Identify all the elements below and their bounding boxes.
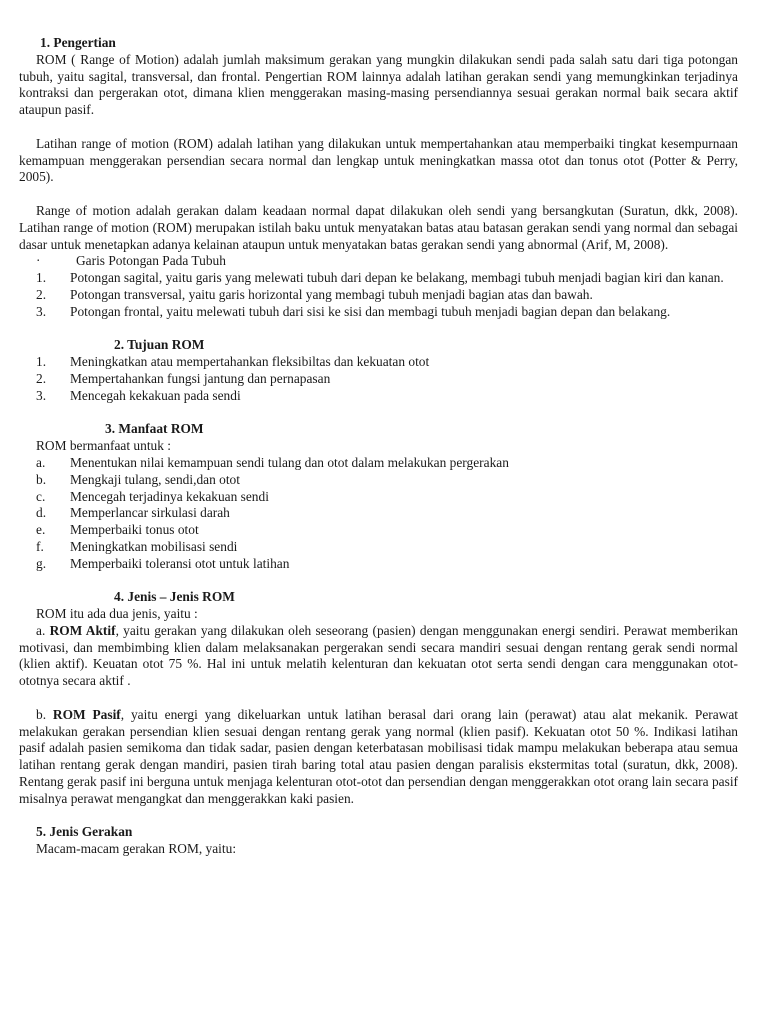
- list-text: Potongan frontal, yaitu melewati tubuh dari sisi ke sisi dan membagi tubuh menjadi bagian depan dan belakang.: [70, 303, 671, 319]
- list-marker: 2.: [36, 286, 47, 302]
- bullet-text: Garis Potongan Pada Tubuh: [76, 253, 226, 269]
- list-item: [19, 354, 738, 371]
- list-marker: 1.: [36, 354, 47, 370]
- list-item: [19, 388, 738, 405]
- paragraph-rom-pasif: [19, 707, 738, 808]
- term-rom-pasif: ROM Pasif: [52, 706, 121, 722]
- rom-pasif-text: , yaitu energi yang dikeluarkan untuk latihan berasal dari orang lain (perawat) atau alat mekanik. Perawat melakukan gerakan persendian klien sesuai dengan rentang gerak yang normal (klien pasif). Kekuatan otot 50 %. Indikasi latihan pasif adalah pasien semikoma dan tidak sadar, pasien dengan keterbatasan mobilisasi tidak mampu melakukan beberapa atau semua latihan rentang gerak dengan mandiri, pasien tirah baring total atau pasien dengan paralisis ekstermitas total (suratun, dkk, 2008). Rentang gerak pasif ini berguna untuk menjaga kelenturan otot-otot dan persendian dengan menggerakkan otot orang lain secara pasif misalnya perawat mengangkat dan menggerakkan kaki pasien.: [19, 706, 738, 806]
- list-text: Memperbaiki tonus otot: [70, 522, 199, 538]
- list-marker: b.: [36, 706, 47, 722]
- list-item: [19, 539, 738, 556]
- list-item: [19, 270, 738, 287]
- section-heading-jenis-rom: 4. Jenis – Jenis ROM: [114, 589, 235, 605]
- list-text: Menentukan nilai kemampuan sendi tulang dan otot dalam melakukan pergerakan: [70, 454, 509, 470]
- list-item: [19, 371, 738, 388]
- paragraph-pengertian-1: ROM ( Range of Motion) adalah jumlah maksimum gerakan yang mungkin dilakukan sendi pada salah satu dari tiga potongan tubuh, yaitu sagital, transversal, dan frontal. Pengertian ROM lainnya adalah latihan gerakan sendi yang memungkinkan terjadinya kontraksi dan pergerakan otot, dimana klien menggerakan masing-masing persendiannya sesuai gerakan normal baik secara aktif ataupun pasif.: [19, 51, 738, 118]
- list-item: [19, 505, 738, 522]
- list-item: [19, 287, 738, 304]
- paragraph-pengertian-2: Latihan range of motion (ROM) adalah latihan yang dilakukan untuk mempertahankan atau memperbaiki tingkat kesempurnaan kemampuan menggerakan persendian secara normal dan lengkap untuk meningkatkan massa otot dan tonus otot (Potter & Perry, 2005).: [19, 135, 738, 185]
- list-item: [19, 455, 738, 472]
- list-marker: 1.: [36, 270, 47, 286]
- paragraph-pengertian-3: Range of motion adalah gerakan dalam keadaan normal dapat dilakukan oleh sendi yang bersangkutan (Suratun, dkk, 2008). Latihan range of motion (ROM) merupakan istilah baku untuk menyatakan batas atau batasan gerakan sendi yang normal dan sebagai dasar untuk menetapkan adanya kelainan ataupun untuk menyatakan batas gerakan sendi yang abnormal (Arif, M, 2008).: [19, 202, 738, 252]
- list-marker: a.: [36, 454, 46, 470]
- list-text: Potongan sagital, yaitu garis yang melewati tubuh dari depan ke belakang, membagi tubuh menjadi bagian kiri dan kanan.: [70, 270, 724, 286]
- list-marker: a.: [36, 622, 46, 638]
- list-text: Mencegah kekakuan pada sendi: [70, 387, 241, 403]
- jenis-gerakan-intro: Macam-macam gerakan ROM, yaitu:: [36, 841, 237, 857]
- list-text: Memperlancar sirkulasi darah: [70, 505, 230, 521]
- list-marker: b.: [36, 471, 47, 487]
- section-heading-pengertian: 1. Pengertian: [40, 35, 116, 50]
- term-rom-aktif: ROM Aktif: [49, 622, 116, 638]
- list-marker: 2.: [36, 370, 47, 386]
- list-marker: d.: [36, 505, 47, 521]
- list-marker: 3.: [36, 387, 47, 403]
- list-item: [19, 304, 738, 321]
- list-text: Mempertahankan fungsi jantung dan pernapasan: [70, 370, 331, 386]
- list-marker: f.: [36, 538, 44, 554]
- list-text: Potongan transversal, yaitu garis horizontal yang membagi tubuh menjadi bagian atas dan bawah.: [70, 286, 593, 302]
- list-text: Memperbaiki toleransi otot untuk latihan: [70, 555, 290, 571]
- list-item: [19, 522, 738, 539]
- rom-aktif-text: , yaitu gerakan yang dilakukan oleh seseorang (pasien) dengan menggunakan energi sendiri. Perawat memberikan motivasi, dan membimbing klien dalam melaksanakan pergerakan sendi secara mandiri sesuai dengan rentang gerak sendi normal (klien aktif). Keuatan otot 75 %. Hal ini untuk melatih kelenturan dan kekuatan otot serta sendi dengan cara menggunakan otot-ototnya secara aktif .: [19, 622, 738, 689]
- paragraph-rom-aktif: [19, 623, 738, 690]
- list-marker: c.: [36, 488, 46, 504]
- list-marker: g.: [36, 555, 47, 571]
- list-text: Meningkatkan mobilisasi sendi: [70, 538, 238, 554]
- section-heading-jenis-gerakan: 5. Jenis Gerakan: [36, 824, 133, 840]
- list-text: Mengkaji tulang, sendi,dan otot: [70, 471, 240, 487]
- manfaat-intro: ROM bermanfaat untuk :: [36, 438, 171, 454]
- list-item: [19, 556, 738, 573]
- list-marker: 3.: [36, 303, 47, 319]
- bullet-marker: ·: [36, 253, 41, 269]
- jenis-intro: ROM itu ada dua jenis, yaitu :: [36, 606, 198, 622]
- list-text: Meningkatkan atau mempertahankan fleksibiltas dan kekuatan otot: [70, 354, 430, 370]
- bullet-garis-potongan: [19, 253, 738, 270]
- section-heading-manfaat: 3. Manfaat ROM: [105, 421, 204, 437]
- section-heading-tujuan: 2. Tujuan ROM: [114, 337, 205, 353]
- list-item: [19, 472, 738, 489]
- list-text: Mencegah terjadinya kekakuan sendi: [70, 488, 269, 504]
- list-item: [19, 489, 738, 506]
- list-marker: e.: [36, 522, 46, 538]
